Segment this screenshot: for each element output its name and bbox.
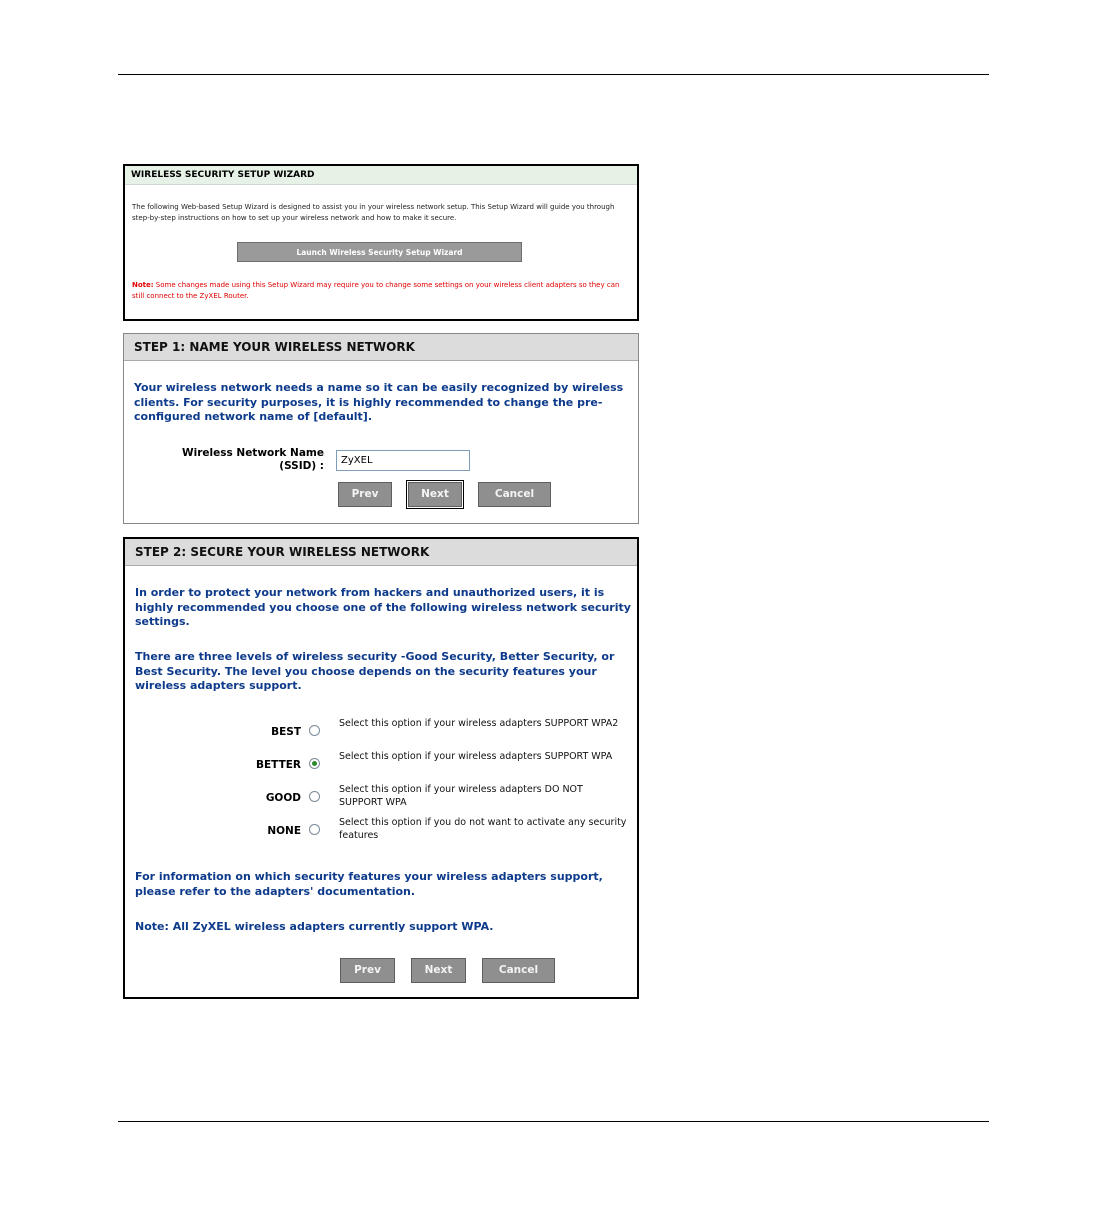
step2-panel	[123, 537, 639, 999]
top-rule	[118, 74, 989, 75]
step1-intro: Your wireless network needs a name so it can be easily recognized by wireless clients. For security purposes, it is highly recommended to change the pre-configured network name of [default].	[134, 381, 624, 423]
ssid-label	[164, 447, 324, 473]
option-good-radio[interactable]	[309, 791, 320, 802]
bottom-rule	[118, 1121, 989, 1122]
option-best-label: BEST	[271, 726, 301, 738]
option-better-radio[interactable]	[309, 758, 320, 769]
step1-cancel-button[interactable]: Cancel	[478, 482, 551, 507]
step2-para1: In order to protect your network from hackers and unauthorized users, it is highly recommended you choose one of the following wireless network security settings.	[135, 586, 631, 628]
wizard-note	[132, 280, 632, 302]
option-better-label: BETTER	[256, 759, 301, 771]
wizard-description: The following Web-based Setup Wizard is designed to assist you in your wireless network setup. This Setup Wizard will guide you through step-by-step instructions on how to set up your wireless network and how to make it secure.	[132, 203, 615, 222]
note-label: Note:	[132, 281, 154, 289]
option-good-desc: Select this option if your wireless adapters DO NOT SUPPORT WPA	[339, 784, 583, 808]
option-good-label: GOOD	[265, 792, 301, 804]
option-best-desc: Select this option if your wireless adapters SUPPORT WPA2	[339, 718, 619, 729]
ssid-label-line2: (SSID) :	[279, 460, 324, 472]
step2-para2: There are three levels of wireless security -Good Security, Better Security, or Best Security. The level you choose depends on the security features your wireless adapters support.	[135, 650, 615, 692]
ssid-label-line1: Wireless Network Name	[182, 447, 324, 459]
step1-title: STEP 1: NAME YOUR WIRELESS NETWORK	[124, 334, 638, 361]
step2-next-button[interactable]: Next	[411, 958, 466, 983]
option-none-radio[interactable]	[309, 824, 320, 835]
step1-next-button[interactable]: Next	[408, 482, 462, 507]
option-none-desc: Select this option if you do not want to activate any security features	[339, 817, 627, 841]
option-better-desc: Select this option if your wireless adapters SUPPORT WPA	[339, 751, 613, 762]
step2-title: STEP 2: SECURE YOUR WIRELESS NETWORK	[125, 539, 637, 566]
step1-panel	[123, 333, 639, 524]
launch-wizard-button[interactable]: Launch Wireless Security Setup Wizard	[237, 242, 522, 262]
option-none-label: NONE	[267, 825, 301, 837]
step2-prev-button[interactable]: Prev	[340, 958, 395, 983]
option-best-radio[interactable]	[309, 725, 320, 736]
ssid-input[interactable]	[336, 450, 470, 471]
step1-prev-button[interactable]: Prev	[338, 482, 392, 507]
note-text: Some changes made using this Setup Wizard may require you to change some settings on your wireless client adapters so they can still connect to the ZyXEL Router.	[132, 281, 620, 300]
step2-cancel-button[interactable]: Cancel	[482, 958, 555, 983]
step2-para3: For information on which security features your wireless adapters support, please refer to the adapters' documentation.	[135, 870, 603, 898]
wizard-panel	[123, 164, 639, 321]
step2-para4: Note: All ZyXEL wireless adapters currently support WPA.	[135, 920, 494, 933]
wizard-panel-title: WIRELESS SECURITY SETUP WIZARD	[125, 166, 637, 185]
